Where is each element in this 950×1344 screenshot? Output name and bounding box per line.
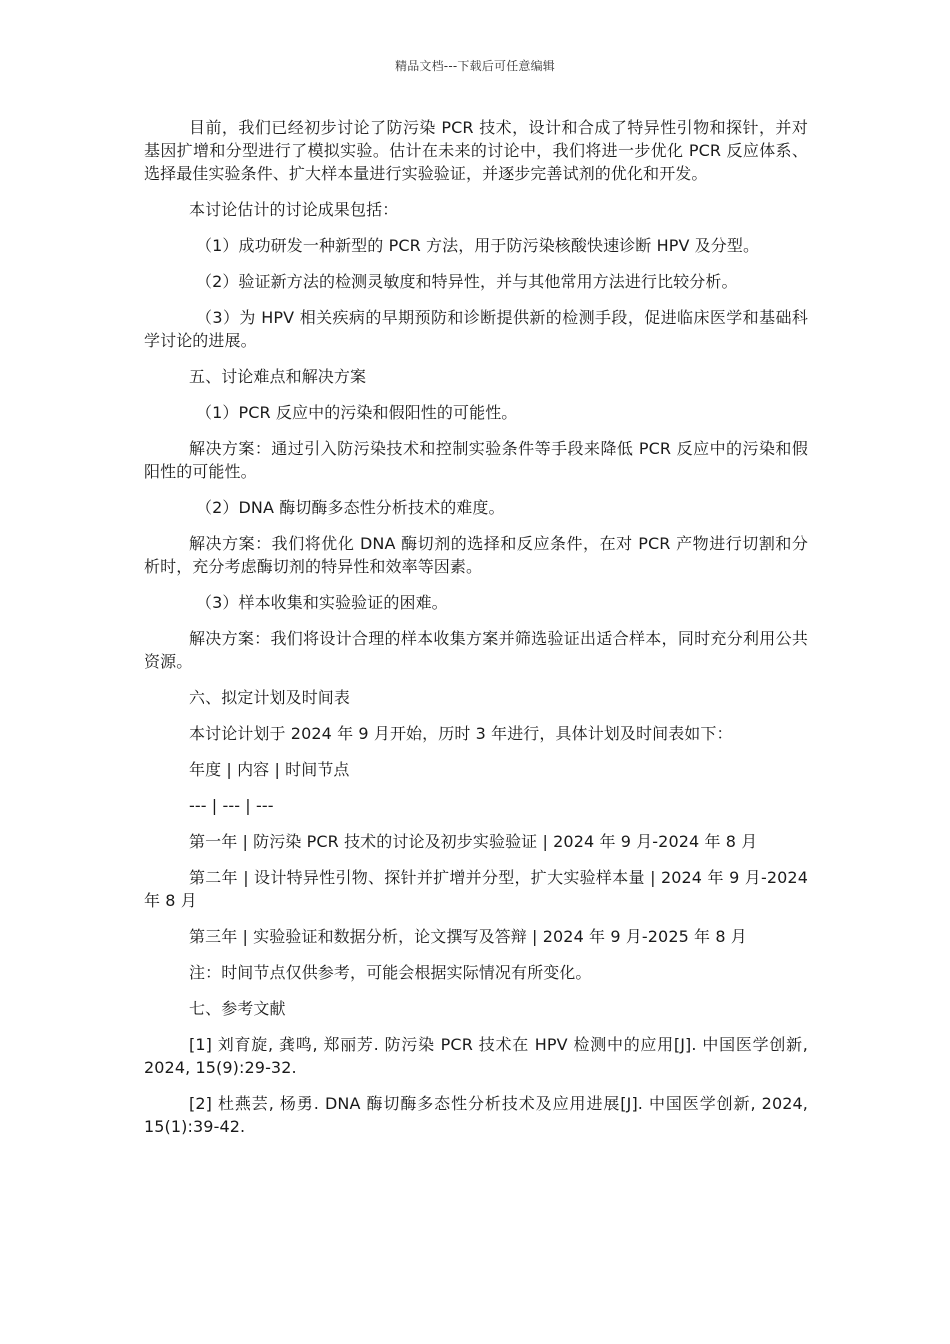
plan-row-year-2: 第二年 | 设计特异性引物、探针并扩增并分型，扩大实验样本量 | 2024 年 9 月-2024 年 8 月 — [144, 868, 808, 910]
section-heading-references: 七、参考文献 — [189, 999, 286, 1018]
plan-intro: 本讨论计划于 2024 年 9 月开始，历时 3 年进行，具体计划及时间表如下： — [189, 724, 733, 743]
result-item-1: （1）成功研发一种新型的 PCR 方法，用于防污染核酸快速诊断 HPV 及分型。 — [196, 236, 760, 255]
results-intro: 本讨论估计的讨论成果包括： — [189, 200, 399, 219]
plan-note: 注：时间节点仅供参考，可能会根据实际情况有所变化。 — [189, 963, 592, 982]
section-heading-plan: 六、拟定计划及时间表 — [189, 688, 351, 707]
solution-1: 解决方案：通过引入防污染技术和控制实验条件等手段来降低 PCR 反应中的污染和假阳性的可能性。 — [144, 439, 808, 481]
difficulty-item-2: （2）DNA 酶切酶多态性分析技术的难度。 — [196, 498, 505, 517]
plan-row-year-1: 第一年 | 防污染 PCR 技术的讨论及初步实验验证 | 2024 年 9 月-2024 年 8 月 — [189, 832, 758, 851]
solution-2: 解决方案：我们将优化 DNA 酶切剂的选择和反应条件，在对 PCR 产物进行切割和分析时，充分考虑酶切剂的特异性和效率等因素。 — [144, 534, 808, 576]
reference-1: [1] 刘育旋, 龚鸣, 郑丽芳. 防污染 PCR 技术在 HPV 检测中的应用[J]. 中国医学创新, 2024, 15(9):29-32. — [144, 1035, 808, 1077]
solution-3: 解决方案：我们将设计合理的样本收集方案并筛选验证出适合样本，同时充分利用公共资源。 — [144, 629, 808, 671]
intro-paragraph: 目前，我们已经初步讨论了防污染 PCR 技术，设计和合成了特异性引物和探针，并对基因扩增和分型进行了模拟实验。估计在未来的讨论中，我们将进一步优化 PCR 反应体系、选择最佳实验条件、扩大样本量进行实验验证，并逐步完善试剂的优化和开发。 — [144, 118, 808, 183]
result-item-2: （2）验证新方法的检测灵敏度和特异性，并与其他常用方法进行比较分析。 — [196, 272, 738, 291]
reference-2: [2] 杜燕芸, 杨勇. DNA 酶切酶多态性分析技术及应用进展[J]. 中国医学创新, 2024, 15(1):39-42. — [144, 1094, 808, 1136]
plan-row-year-3: 第三年 | 实验验证和数据分析，论文撰写及答辩 | 2024 年 9 月-2025 年 8 月 — [189, 927, 747, 946]
plan-table-header: 年度 | 内容 | 时间节点 — [189, 760, 350, 779]
page-header: 精品文档---下载后可任意编辑 — [395, 59, 555, 73]
difficulty-item-3: （3）样本收集和实验验证的困难。 — [196, 593, 448, 612]
document-body — [144, 116, 808, 1151]
plan-table-separator: --- | --- | --- — [189, 796, 274, 815]
result-item-3: （3）为 HPV 相关疾病的早期预防和诊断提供新的检测手段，促进临床医学和基础科学讨论的进展。 — [144, 308, 808, 350]
difficulty-item-1: （1）PCR 反应中的污染和假阳性的可能性。 — [196, 403, 518, 422]
section-heading-difficulties: 五、讨论难点和解决方案 — [189, 367, 367, 386]
